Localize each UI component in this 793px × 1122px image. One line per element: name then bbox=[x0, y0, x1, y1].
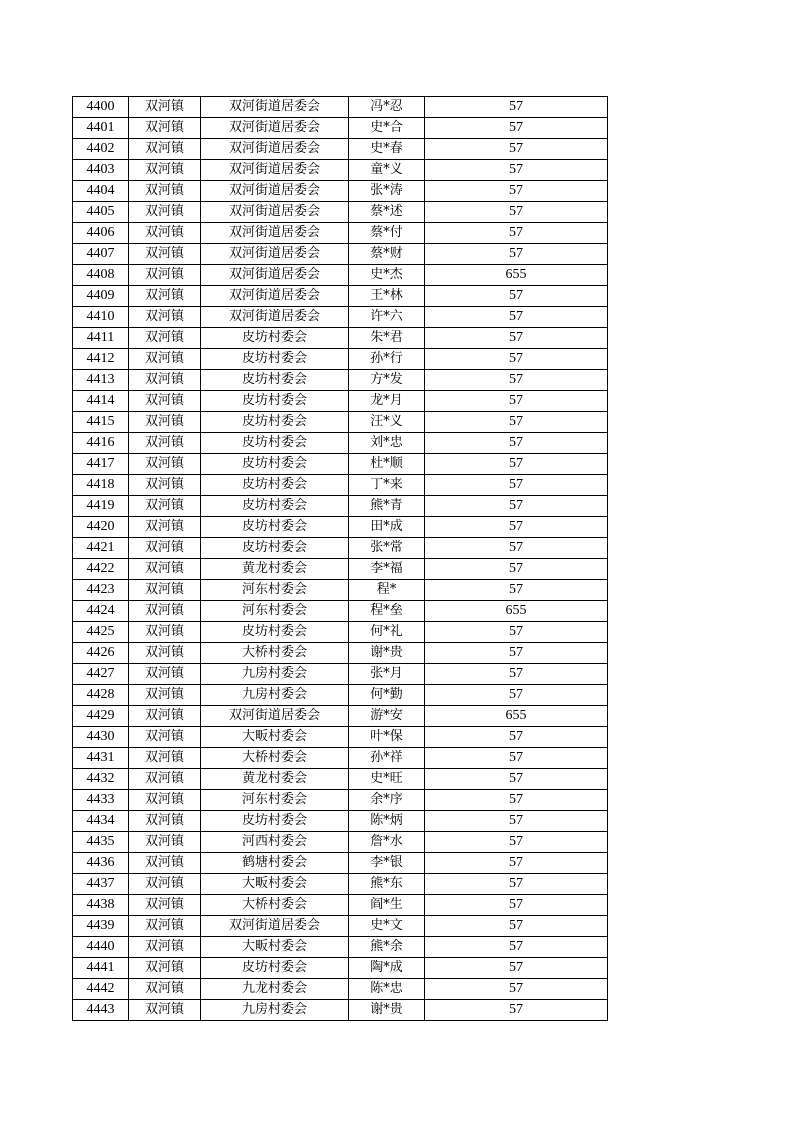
row-number-cell: 4415 bbox=[73, 412, 129, 433]
town-cell: 双河镇 bbox=[129, 580, 201, 601]
amount-cell: 57 bbox=[425, 97, 608, 118]
village-cell: 皮坊村委会 bbox=[201, 496, 349, 517]
table-row bbox=[73, 517, 608, 538]
amount-cell: 57 bbox=[425, 286, 608, 307]
town-cell: 双河镇 bbox=[129, 475, 201, 496]
village-cell: 九房村委会 bbox=[201, 1000, 349, 1021]
amount-cell: 57 bbox=[425, 895, 608, 916]
name-cell: 朱*君 bbox=[349, 328, 425, 349]
village-cell: 双河街道居委会 bbox=[201, 265, 349, 286]
name-cell: 孙*行 bbox=[349, 349, 425, 370]
town-cell: 双河镇 bbox=[129, 979, 201, 1000]
name-cell: 叶*保 bbox=[349, 727, 425, 748]
amount-cell: 57 bbox=[425, 748, 608, 769]
village-cell: 皮坊村委会 bbox=[201, 349, 349, 370]
town-cell: 双河镇 bbox=[129, 349, 201, 370]
row-number-cell: 4419 bbox=[73, 496, 129, 517]
table-row bbox=[73, 181, 608, 202]
town-cell: 双河镇 bbox=[129, 811, 201, 832]
village-cell: 皮坊村委会 bbox=[201, 517, 349, 538]
town-cell: 双河镇 bbox=[129, 769, 201, 790]
village-cell: 双河街道居委会 bbox=[201, 118, 349, 139]
town-cell: 双河镇 bbox=[129, 559, 201, 580]
village-cell: 大桥村委会 bbox=[201, 643, 349, 664]
table-row bbox=[73, 370, 608, 391]
town-cell: 双河镇 bbox=[129, 307, 201, 328]
table-row bbox=[73, 433, 608, 454]
name-cell: 何*勤 bbox=[349, 685, 425, 706]
village-cell: 双河街道居委会 bbox=[201, 97, 349, 118]
name-cell: 阎*生 bbox=[349, 895, 425, 916]
row-number-cell: 4436 bbox=[73, 853, 129, 874]
amount-cell: 57 bbox=[425, 685, 608, 706]
table-row bbox=[73, 244, 608, 265]
name-cell: 童*义 bbox=[349, 160, 425, 181]
name-cell: 龙*月 bbox=[349, 391, 425, 412]
name-cell: 刘*忠 bbox=[349, 433, 425, 454]
amount-cell: 57 bbox=[425, 622, 608, 643]
village-cell: 皮坊村委会 bbox=[201, 370, 349, 391]
town-cell: 双河镇 bbox=[129, 97, 201, 118]
row-number-cell: 4424 bbox=[73, 601, 129, 622]
amount-cell: 57 bbox=[425, 853, 608, 874]
table-row bbox=[73, 769, 608, 790]
row-number-cell: 4442 bbox=[73, 979, 129, 1000]
table-row bbox=[73, 853, 608, 874]
row-number-cell: 4443 bbox=[73, 1000, 129, 1021]
row-number-cell: 4403 bbox=[73, 160, 129, 181]
row-number-cell: 4427 bbox=[73, 664, 129, 685]
row-number-cell: 4420 bbox=[73, 517, 129, 538]
table-row bbox=[73, 97, 608, 118]
village-cell: 双河街道居委会 bbox=[201, 181, 349, 202]
table-row bbox=[73, 601, 608, 622]
town-cell: 双河镇 bbox=[129, 664, 201, 685]
name-cell: 孙*祥 bbox=[349, 748, 425, 769]
row-number-cell: 4407 bbox=[73, 244, 129, 265]
name-cell: 冯*忍 bbox=[349, 97, 425, 118]
town-cell: 双河镇 bbox=[129, 727, 201, 748]
name-cell: 史*文 bbox=[349, 916, 425, 937]
amount-cell: 57 bbox=[425, 496, 608, 517]
table-row bbox=[73, 160, 608, 181]
row-number-cell: 4411 bbox=[73, 328, 129, 349]
name-cell: 熊*东 bbox=[349, 874, 425, 895]
name-cell: 程* bbox=[349, 580, 425, 601]
village-cell: 九房村委会 bbox=[201, 685, 349, 706]
table-row bbox=[73, 286, 608, 307]
village-cell: 皮坊村委会 bbox=[201, 538, 349, 559]
town-cell: 双河镇 bbox=[129, 790, 201, 811]
row-number-cell: 4438 bbox=[73, 895, 129, 916]
table-row bbox=[73, 895, 608, 916]
amount-cell: 57 bbox=[425, 370, 608, 391]
name-cell: 蔡*财 bbox=[349, 244, 425, 265]
amount-cell: 57 bbox=[425, 538, 608, 559]
row-number-cell: 4406 bbox=[73, 223, 129, 244]
village-cell: 大畈村委会 bbox=[201, 937, 349, 958]
village-cell: 双河街道居委会 bbox=[201, 223, 349, 244]
village-cell: 皮坊村委会 bbox=[201, 475, 349, 496]
row-number-cell: 4417 bbox=[73, 454, 129, 475]
row-number-cell: 4434 bbox=[73, 811, 129, 832]
town-cell: 双河镇 bbox=[129, 601, 201, 622]
amount-cell: 57 bbox=[425, 475, 608, 496]
name-cell: 史*杰 bbox=[349, 265, 425, 286]
table-row bbox=[73, 811, 608, 832]
village-cell: 大畈村委会 bbox=[201, 727, 349, 748]
name-cell: 蔡*述 bbox=[349, 202, 425, 223]
amount-cell: 57 bbox=[425, 790, 608, 811]
table-row bbox=[73, 265, 608, 286]
amount-cell: 57 bbox=[425, 811, 608, 832]
village-cell: 皮坊村委会 bbox=[201, 433, 349, 454]
table-row bbox=[73, 727, 608, 748]
amount-cell: 57 bbox=[425, 454, 608, 475]
amount-cell: 57 bbox=[425, 433, 608, 454]
table-row bbox=[73, 139, 608, 160]
village-cell: 皮坊村委会 bbox=[201, 811, 349, 832]
town-cell: 双河镇 bbox=[129, 496, 201, 517]
table-row bbox=[73, 496, 608, 517]
town-cell: 双河镇 bbox=[129, 685, 201, 706]
village-cell: 双河街道居委会 bbox=[201, 160, 349, 181]
village-cell: 大桥村委会 bbox=[201, 895, 349, 916]
village-cell: 双河街道居委会 bbox=[201, 307, 349, 328]
table-row bbox=[73, 685, 608, 706]
town-cell: 双河镇 bbox=[129, 748, 201, 769]
village-cell: 九房村委会 bbox=[201, 664, 349, 685]
village-cell: 皮坊村委会 bbox=[201, 328, 349, 349]
row-number-cell: 4426 bbox=[73, 643, 129, 664]
amount-cell: 57 bbox=[425, 979, 608, 1000]
name-cell: 谢*贵 bbox=[349, 643, 425, 664]
town-cell: 双河镇 bbox=[129, 391, 201, 412]
town-cell: 双河镇 bbox=[129, 517, 201, 538]
amount-cell: 57 bbox=[425, 832, 608, 853]
village-cell: 皮坊村委会 bbox=[201, 622, 349, 643]
town-cell: 双河镇 bbox=[129, 937, 201, 958]
town-cell: 双河镇 bbox=[129, 643, 201, 664]
amount-cell: 57 bbox=[425, 223, 608, 244]
row-number-cell: 4410 bbox=[73, 307, 129, 328]
amount-cell: 57 bbox=[425, 391, 608, 412]
row-number-cell: 4409 bbox=[73, 286, 129, 307]
table-row bbox=[73, 349, 608, 370]
row-number-cell: 4418 bbox=[73, 475, 129, 496]
amount-cell: 57 bbox=[425, 559, 608, 580]
row-number-cell: 4440 bbox=[73, 937, 129, 958]
table-row bbox=[73, 202, 608, 223]
table-row bbox=[73, 118, 608, 139]
village-cell: 黄龙村委会 bbox=[201, 559, 349, 580]
name-cell: 方*发 bbox=[349, 370, 425, 391]
amount-cell: 57 bbox=[425, 139, 608, 160]
table-row bbox=[73, 664, 608, 685]
town-cell: 双河镇 bbox=[129, 874, 201, 895]
town-cell: 双河镇 bbox=[129, 160, 201, 181]
name-cell: 史*合 bbox=[349, 118, 425, 139]
row-number-cell: 4422 bbox=[73, 559, 129, 580]
town-cell: 双河镇 bbox=[129, 1000, 201, 1021]
town-cell: 双河镇 bbox=[129, 454, 201, 475]
data-table bbox=[72, 96, 608, 1021]
row-number-cell: 4401 bbox=[73, 118, 129, 139]
table-row bbox=[73, 307, 608, 328]
table-row bbox=[73, 223, 608, 244]
table-row bbox=[73, 937, 608, 958]
row-number-cell: 4413 bbox=[73, 370, 129, 391]
amount-cell: 57 bbox=[425, 769, 608, 790]
row-number-cell: 4402 bbox=[73, 139, 129, 160]
row-number-cell: 4439 bbox=[73, 916, 129, 937]
town-cell: 双河镇 bbox=[129, 916, 201, 937]
town-cell: 双河镇 bbox=[129, 958, 201, 979]
town-cell: 双河镇 bbox=[129, 412, 201, 433]
table-row bbox=[73, 958, 608, 979]
town-cell: 双河镇 bbox=[129, 622, 201, 643]
village-cell: 双河街道居委会 bbox=[201, 202, 349, 223]
village-cell: 河东村委会 bbox=[201, 580, 349, 601]
name-cell: 余*序 bbox=[349, 790, 425, 811]
name-cell: 李*银 bbox=[349, 853, 425, 874]
amount-cell: 57 bbox=[425, 412, 608, 433]
table-row bbox=[73, 454, 608, 475]
village-cell: 河东村委会 bbox=[201, 790, 349, 811]
table-row bbox=[73, 706, 608, 727]
amount-cell: 57 bbox=[425, 181, 608, 202]
table-row bbox=[73, 874, 608, 895]
name-cell: 蔡*付 bbox=[349, 223, 425, 244]
amount-cell: 57 bbox=[425, 244, 608, 265]
name-cell: 陈*炳 bbox=[349, 811, 425, 832]
village-cell: 双河街道居委会 bbox=[201, 139, 349, 160]
village-cell: 双河街道居委会 bbox=[201, 916, 349, 937]
amount-cell: 57 bbox=[425, 202, 608, 223]
table-row bbox=[73, 538, 608, 559]
village-cell: 河东村委会 bbox=[201, 601, 349, 622]
name-cell: 李*福 bbox=[349, 559, 425, 580]
table-row bbox=[73, 559, 608, 580]
village-cell: 河西村委会 bbox=[201, 832, 349, 853]
town-cell: 双河镇 bbox=[129, 286, 201, 307]
table-row bbox=[73, 748, 608, 769]
row-number-cell: 4404 bbox=[73, 181, 129, 202]
town-cell: 双河镇 bbox=[129, 139, 201, 160]
town-cell: 双河镇 bbox=[129, 328, 201, 349]
amount-cell: 57 bbox=[425, 916, 608, 937]
name-cell: 熊*青 bbox=[349, 496, 425, 517]
amount-cell: 57 bbox=[425, 643, 608, 664]
town-cell: 双河镇 bbox=[129, 832, 201, 853]
row-number-cell: 4425 bbox=[73, 622, 129, 643]
table-row bbox=[73, 580, 608, 601]
village-cell: 双河街道居委会 bbox=[201, 286, 349, 307]
row-number-cell: 4430 bbox=[73, 727, 129, 748]
table-row bbox=[73, 391, 608, 412]
name-cell: 何*礼 bbox=[349, 622, 425, 643]
village-cell: 大桥村委会 bbox=[201, 748, 349, 769]
town-cell: 双河镇 bbox=[129, 223, 201, 244]
town-cell: 双河镇 bbox=[129, 181, 201, 202]
amount-cell: 57 bbox=[425, 349, 608, 370]
town-cell: 双河镇 bbox=[129, 433, 201, 454]
amount-cell: 655 bbox=[425, 706, 608, 727]
row-number-cell: 4433 bbox=[73, 790, 129, 811]
row-number-cell: 4429 bbox=[73, 706, 129, 727]
town-cell: 双河镇 bbox=[129, 538, 201, 559]
table-row bbox=[73, 916, 608, 937]
village-cell: 双河街道居委会 bbox=[201, 244, 349, 265]
name-cell: 汪*义 bbox=[349, 412, 425, 433]
name-cell: 张*月 bbox=[349, 664, 425, 685]
table-row bbox=[73, 979, 608, 1000]
town-cell: 双河镇 bbox=[129, 895, 201, 916]
name-cell: 谢*贵 bbox=[349, 1000, 425, 1021]
table-row bbox=[73, 622, 608, 643]
table-row bbox=[73, 412, 608, 433]
table-row bbox=[73, 643, 608, 664]
village-cell: 皮坊村委会 bbox=[201, 391, 349, 412]
amount-cell: 57 bbox=[425, 937, 608, 958]
amount-cell: 57 bbox=[425, 160, 608, 181]
row-number-cell: 4441 bbox=[73, 958, 129, 979]
row-number-cell: 4423 bbox=[73, 580, 129, 601]
village-cell: 双河街道居委会 bbox=[201, 706, 349, 727]
row-number-cell: 4428 bbox=[73, 685, 129, 706]
table-body bbox=[73, 97, 608, 1021]
town-cell: 双河镇 bbox=[129, 202, 201, 223]
name-cell: 王*林 bbox=[349, 286, 425, 307]
village-cell: 皮坊村委会 bbox=[201, 454, 349, 475]
name-cell: 史*旺 bbox=[349, 769, 425, 790]
row-number-cell: 4432 bbox=[73, 769, 129, 790]
village-cell: 大畈村委会 bbox=[201, 874, 349, 895]
amount-cell: 655 bbox=[425, 601, 608, 622]
village-cell: 鹤塘村委会 bbox=[201, 853, 349, 874]
name-cell: 詹*水 bbox=[349, 832, 425, 853]
town-cell: 双河镇 bbox=[129, 853, 201, 874]
name-cell: 许*六 bbox=[349, 307, 425, 328]
row-number-cell: 4431 bbox=[73, 748, 129, 769]
town-cell: 双河镇 bbox=[129, 706, 201, 727]
amount-cell: 57 bbox=[425, 118, 608, 139]
village-cell: 九龙村委会 bbox=[201, 979, 349, 1000]
row-number-cell: 4437 bbox=[73, 874, 129, 895]
amount-cell: 57 bbox=[425, 328, 608, 349]
name-cell: 张*常 bbox=[349, 538, 425, 559]
amount-cell: 655 bbox=[425, 265, 608, 286]
name-cell: 游*安 bbox=[349, 706, 425, 727]
name-cell: 张*涛 bbox=[349, 181, 425, 202]
name-cell: 田*成 bbox=[349, 517, 425, 538]
name-cell: 杜*顺 bbox=[349, 454, 425, 475]
amount-cell: 57 bbox=[425, 958, 608, 979]
row-number-cell: 4416 bbox=[73, 433, 129, 454]
amount-cell: 57 bbox=[425, 307, 608, 328]
town-cell: 双河镇 bbox=[129, 244, 201, 265]
row-number-cell: 4435 bbox=[73, 832, 129, 853]
village-cell: 黄龙村委会 bbox=[201, 769, 349, 790]
town-cell: 双河镇 bbox=[129, 118, 201, 139]
table-row bbox=[73, 1000, 608, 1021]
row-number-cell: 4400 bbox=[73, 97, 129, 118]
name-cell: 程*垒 bbox=[349, 601, 425, 622]
name-cell: 陶*成 bbox=[349, 958, 425, 979]
amount-cell: 57 bbox=[425, 517, 608, 538]
row-number-cell: 4405 bbox=[73, 202, 129, 223]
village-cell: 皮坊村委会 bbox=[201, 412, 349, 433]
row-number-cell: 4412 bbox=[73, 349, 129, 370]
row-number-cell: 4414 bbox=[73, 391, 129, 412]
name-cell: 史*春 bbox=[349, 139, 425, 160]
table-row bbox=[73, 328, 608, 349]
table-row bbox=[73, 790, 608, 811]
row-number-cell: 4421 bbox=[73, 538, 129, 559]
amount-cell: 57 bbox=[425, 580, 608, 601]
row-number-cell: 4408 bbox=[73, 265, 129, 286]
table-row bbox=[73, 475, 608, 496]
town-cell: 双河镇 bbox=[129, 265, 201, 286]
name-cell: 熊*余 bbox=[349, 937, 425, 958]
town-cell: 双河镇 bbox=[129, 370, 201, 391]
village-cell: 皮坊村委会 bbox=[201, 958, 349, 979]
name-cell: 丁*来 bbox=[349, 475, 425, 496]
amount-cell: 57 bbox=[425, 874, 608, 895]
amount-cell: 57 bbox=[425, 664, 608, 685]
name-cell: 陈*忠 bbox=[349, 979, 425, 1000]
amount-cell: 57 bbox=[425, 1000, 608, 1021]
amount-cell: 57 bbox=[425, 727, 608, 748]
table-row bbox=[73, 832, 608, 853]
